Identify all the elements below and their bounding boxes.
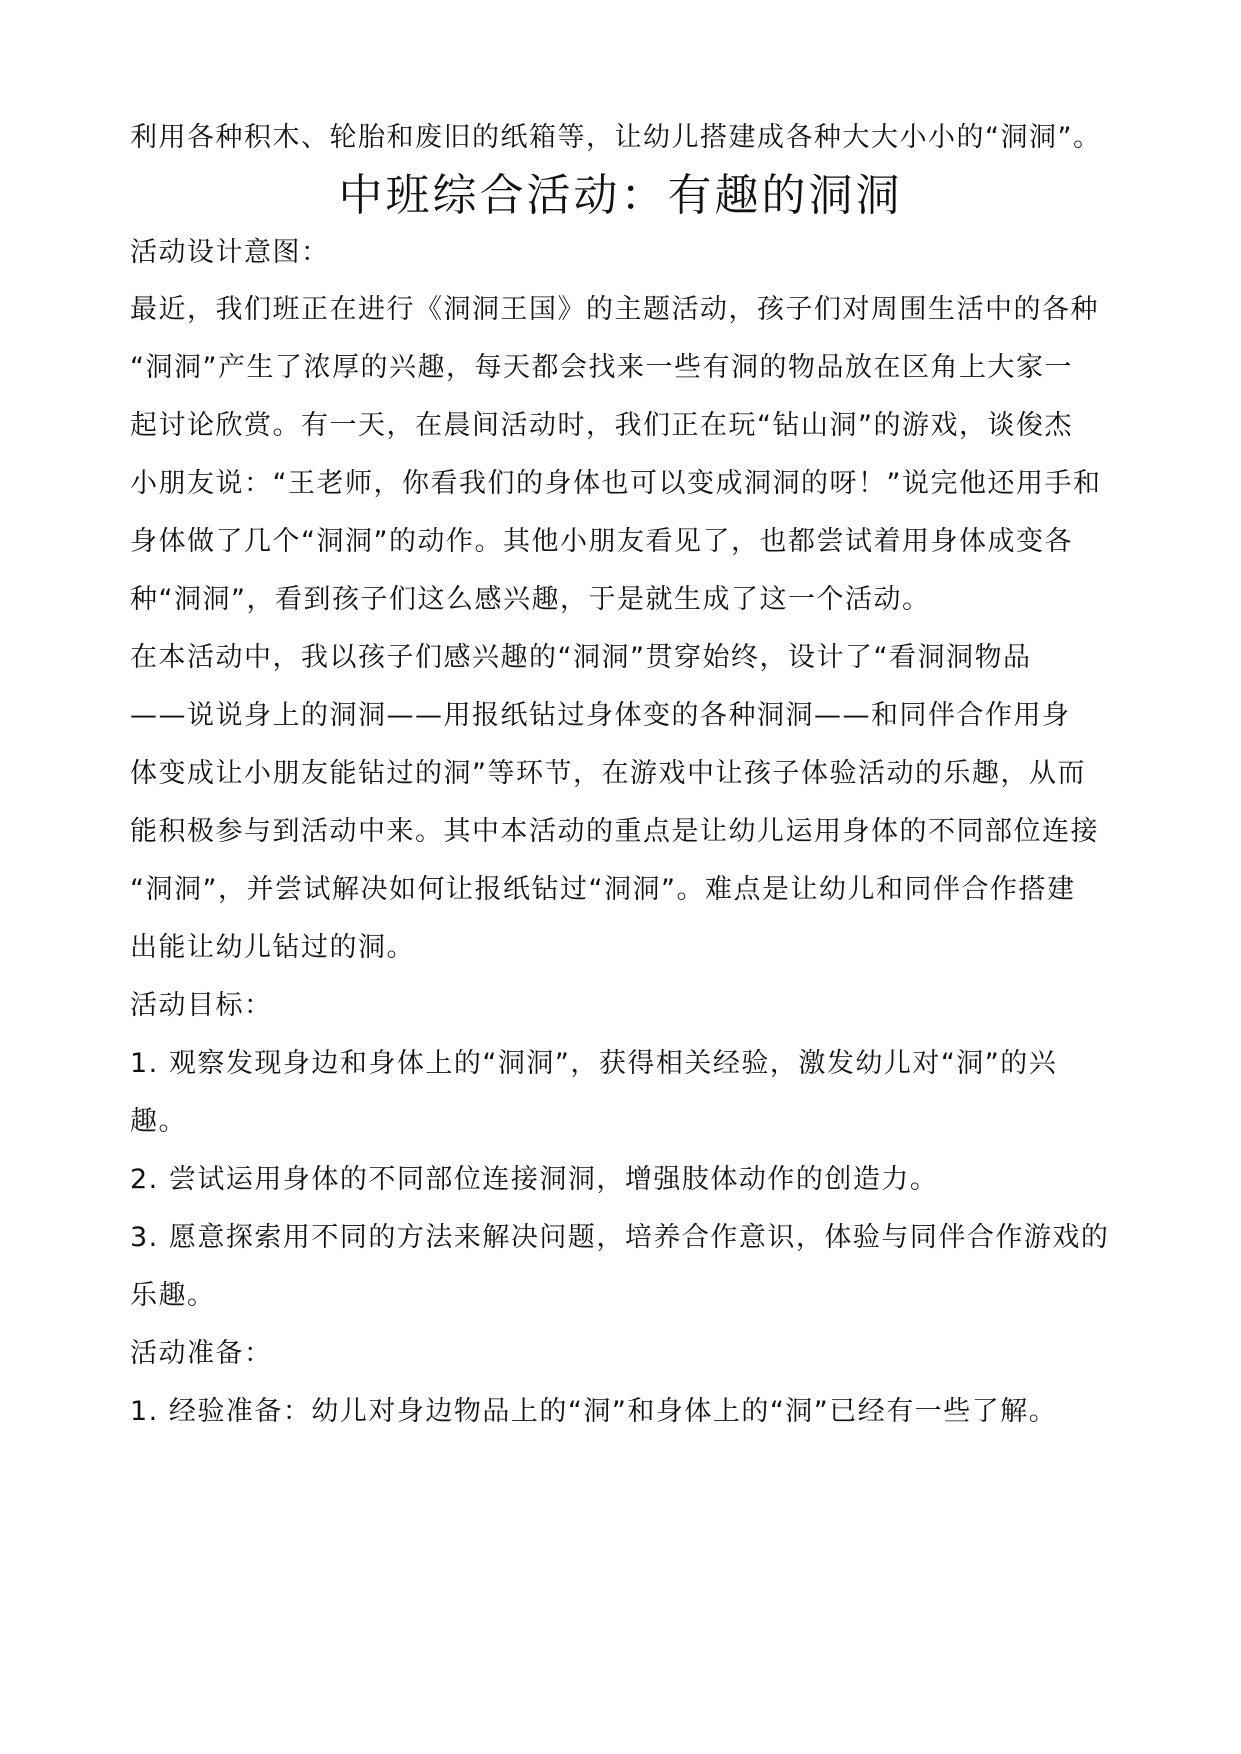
goal-item-1-cont: 趣。 (130, 1106, 187, 1137)
goals-heading: 活动目标： (130, 990, 273, 1021)
prep-item-1: 1. 经验准备：幼儿对身边物品上的“洞”和身体上的“洞”已经有一些了解。 (130, 1396, 1058, 1427)
paragraph-line: 能积极参与到活动中来。其中本活动的重点是让幼儿运用身体的不同部位连接 (130, 816, 1099, 847)
paragraph-line: ——说说身上的洞洞——用报纸钻过身体变的各种洞洞——和同伴合作用身 (130, 700, 1071, 731)
goal-item-3: 3. 愿意探索用不同的方法来解决问题，培养合作意识，体验与同伴合作游戏的 (130, 1222, 1110, 1253)
paragraph-line: 起讨论欣赏。有一天，在晨间活动时，我们正在玩“钻山洞”的游戏，谈俊杰 (130, 410, 1073, 441)
prep-heading: 活动准备： (130, 1338, 273, 1369)
paragraph-line: 小朋友说：“王老师，你看我们的身体也可以变成洞洞的呀！”说完他还用手和 (130, 468, 1102, 499)
paragraph-line: “洞洞”，并尝试解决如何让报纸钻过“洞洞”。难点是让幼儿和同伴合作搭建 (130, 874, 1076, 905)
intro-line: 利用各种积木、轮胎和废旧的纸箱等，让幼儿搭建成各种大大小小的“洞洞”。 (130, 122, 1102, 153)
goal-item-2: 2. 尝试运用身体的不同部位连接洞洞，增强肢体动作的创造力。 (130, 1164, 939, 1195)
document-title: 中班综合活动：有趣的洞洞 (338, 170, 903, 221)
paragraph-line: 出能让幼儿钻过的洞。 (130, 932, 415, 963)
paragraph-line: “洞洞”产生了浓厚的兴趣，每天都会找来一些有洞的物品放在区角上大家一 (130, 352, 1073, 383)
design-intent-heading: 活动设计意图： (130, 237, 330, 268)
paragraph-line: 种“洞洞”，看到孩子们这么感兴趣，于是就生成了这一个活动。 (130, 584, 931, 615)
goal-item-1: 1. 观察发现身边和身体上的“洞洞”，获得相关经验，激发幼儿对“洞”的兴 (130, 1048, 1058, 1079)
goal-item-3-cont: 乐趣。 (130, 1280, 216, 1311)
paragraph-line: 体变成让小朋友能钻过的洞”等环节，在游戏中让孩子体验活动的乐趣，从而 (130, 758, 1086, 789)
paragraph-line: 在本活动中，我以孩子们感兴趣的“洞洞”贯穿始终，设计了“看洞洞物品 (130, 642, 1032, 673)
paragraph-line: 最近，我们班正在进行《洞洞王国》的主题活动，孩子们对周围生活中的各种 (130, 294, 1099, 325)
paragraph-line: 身体做了几个“洞洞”的动作。其他小朋友看见了，也都尝试着用身体成变各 (130, 526, 1073, 557)
